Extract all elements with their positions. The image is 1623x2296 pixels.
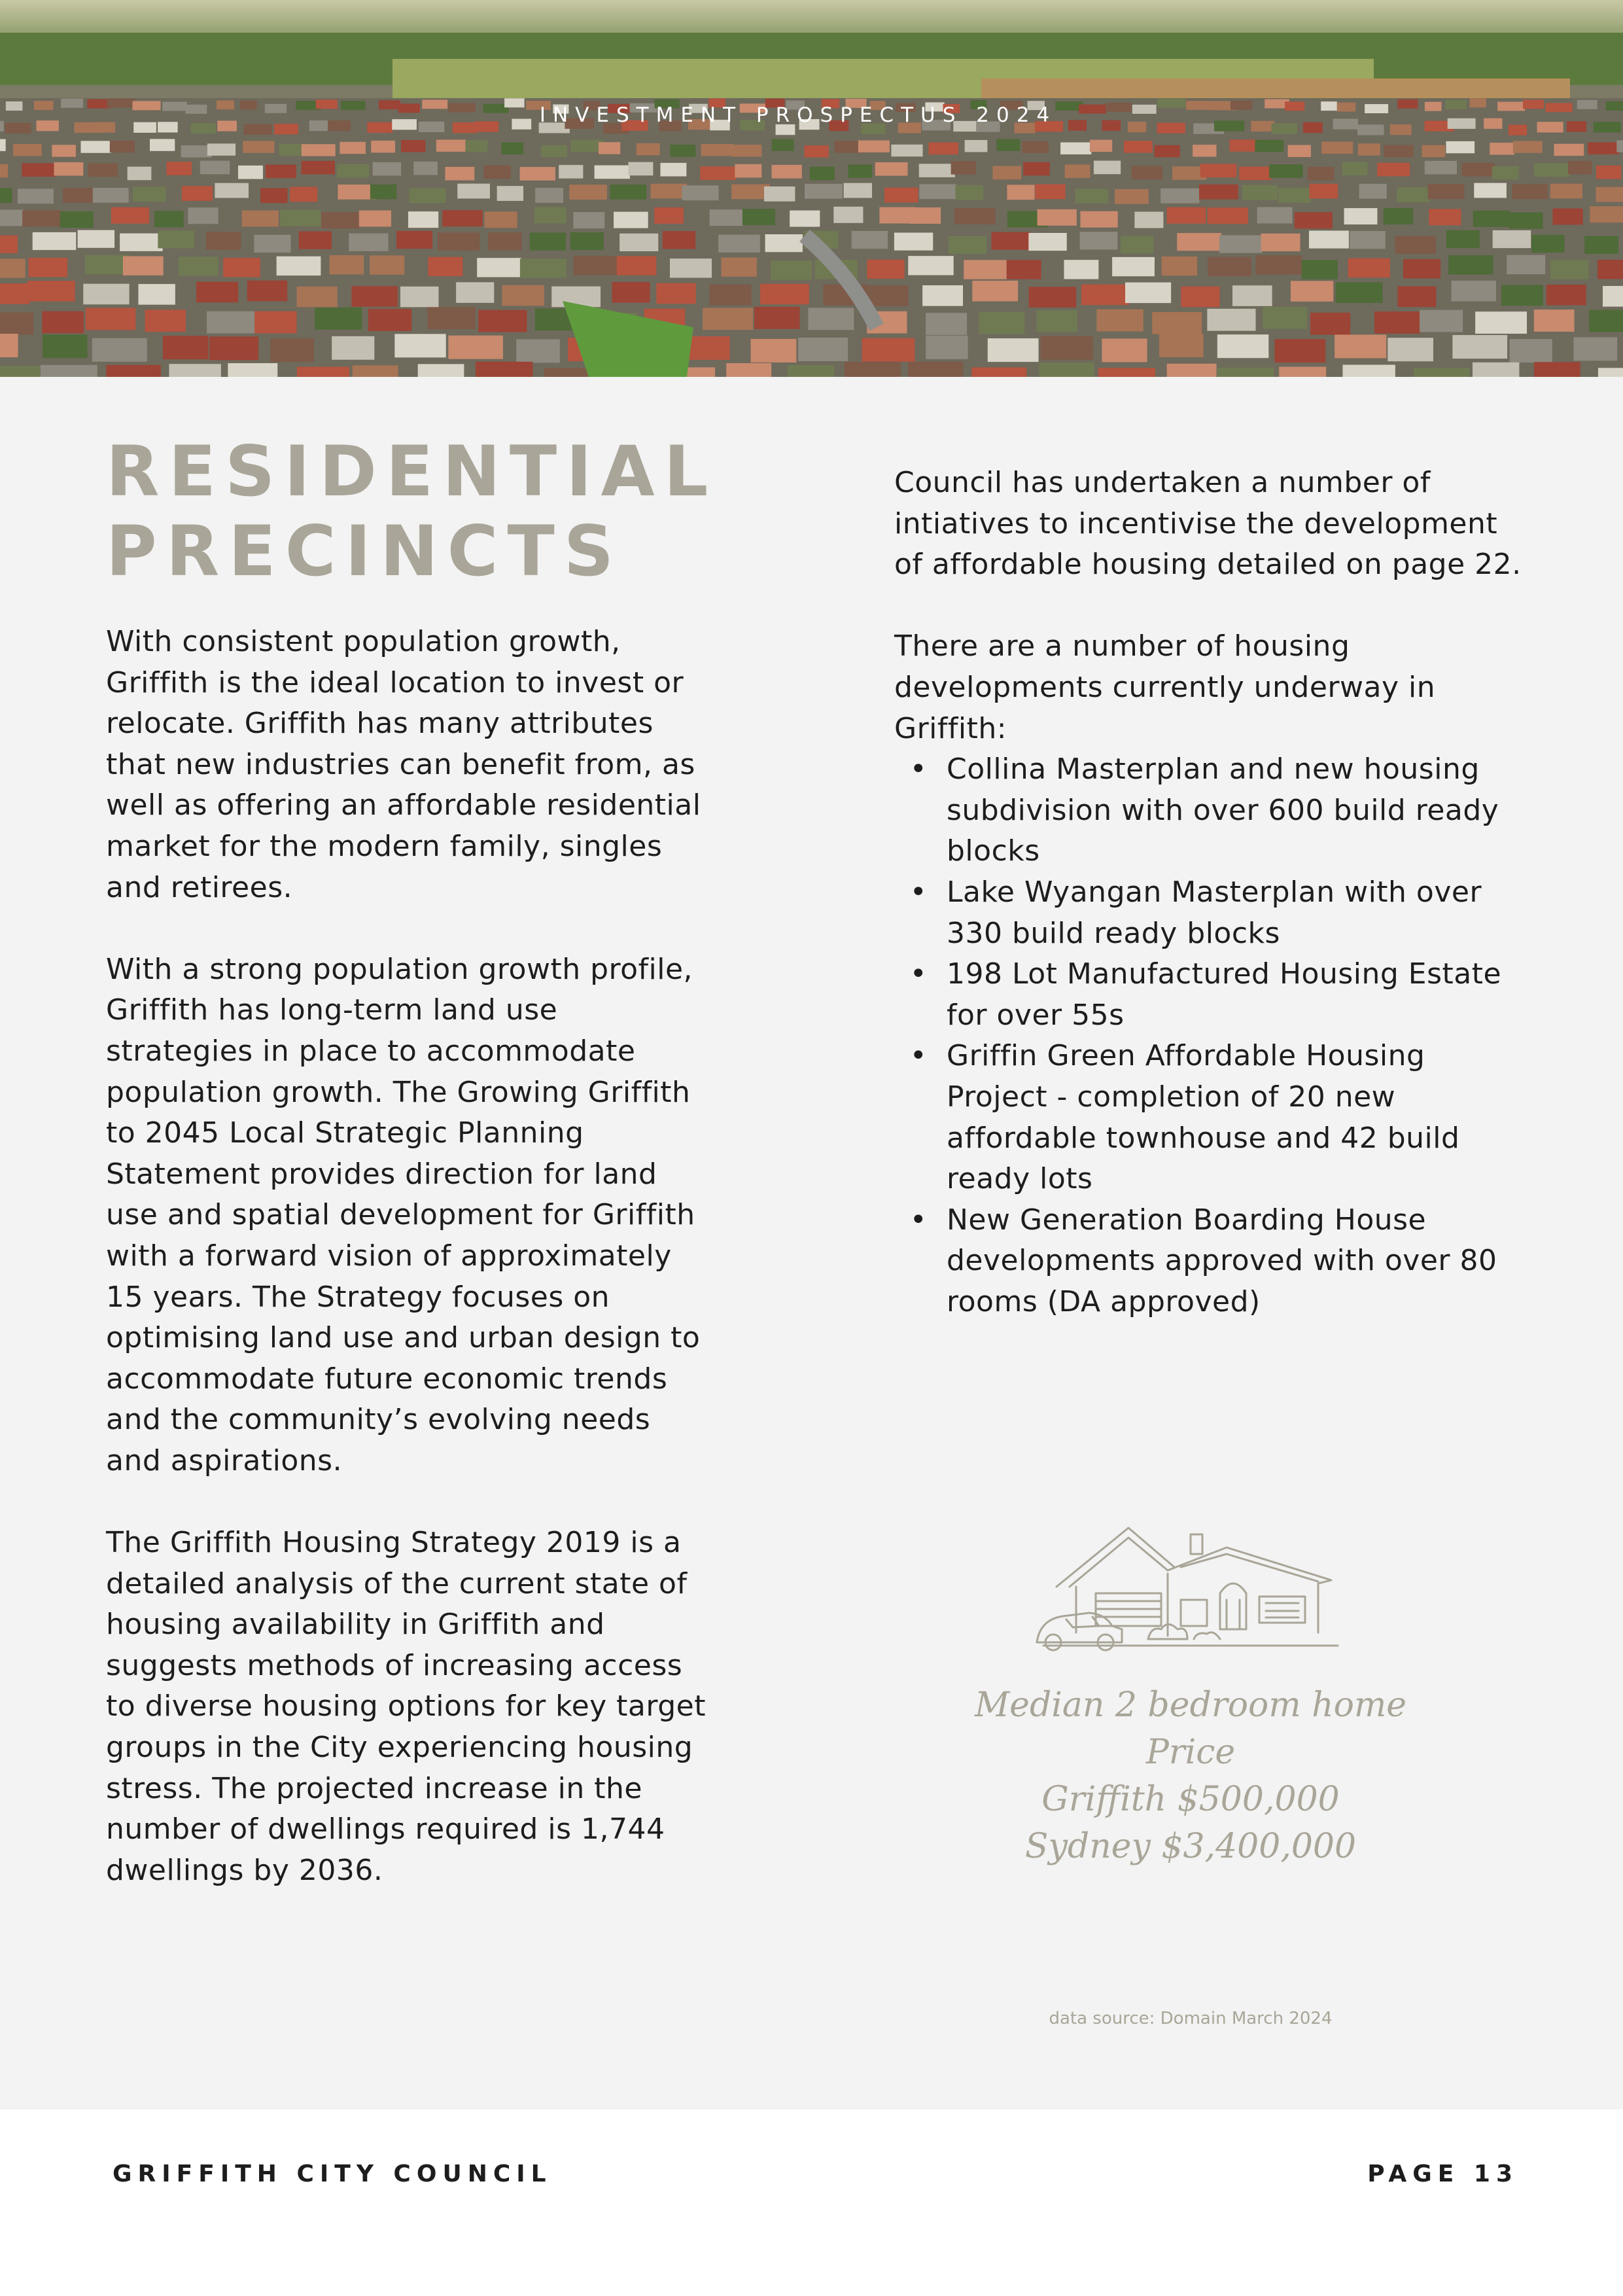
heading-line-2: PRECINCTS	[106, 511, 623, 592]
data-source-note: data source: Domain March 2024	[1049, 2009, 1333, 2028]
footer-organisation: GRIFFITH CITY COUNCIL	[113, 2161, 552, 2187]
heading-line-1: RESIDENTIAL	[106, 431, 718, 512]
paragraph-housing-strategy: The Griffith Housing Strategy 2019 is a detailed analysis of the current state of housing availability in Griffith and suggests methods of increasing access to diverse housing options for key target groups in the City experiencing housing stress. The projected increase in the number of dwellings required is 1,744 dwellings by 2036.	[106, 1526, 706, 1887]
bullet-icon: •	[909, 1039, 928, 1073]
aerial-suburb-photo	[0, 0, 1623, 377]
list-item: • New Generation Boarding House developments approved with over 80 rooms (DA approved)	[947, 1200, 1522, 1323]
median-title: Median 2 bedroom home	[974, 1686, 1407, 1725]
paragraph-developments-intro: There are a number of housing developments currently underway in Griffith:	[894, 629, 1436, 745]
left-column	[106, 622, 708, 1932]
developments-list	[894, 749, 1522, 1322]
list-item: • Griffin Green Affordable Housing Project - completion of 20 new affordable townhouse and 42 build ready lots	[947, 1036, 1522, 1199]
median-griffith-price: Griffith $500,000	[1041, 1780, 1340, 1819]
list-item: • 198 Lot Manufactured Housing Estate for over 55s	[947, 954, 1522, 1036]
list-item: • Collina Masterplan and new housing subdivision with over 600 build ready blocks	[947, 749, 1522, 872]
paragraph-initiatives: Council has undertaken a number of intiatives to incentivise the development of affordable housing detailed on page 22.	[894, 466, 1522, 582]
bullet-icon: •	[909, 752, 928, 786]
bullet-icon: •	[909, 875, 928, 909]
paragraph-land-use: With a strong population growth profile, Griffith has long-term land use strategies in place to accommodate population growth. The Growing Griffith to 2045 Local Strategic Planning Statement provides direction for land use and spatial development for Griffith with a forward vision of approximately 15 years. The Strategy focuses on optimising land use and urban design to accommodate future economic trends and the community’s evolving needs and aspirations.	[106, 952, 701, 1477]
median-subtitle: Price	[1145, 1733, 1236, 1772]
footer-page-number: PAGE 13	[1367, 2161, 1518, 2187]
banner-title: INVESTMENT PROSPECTUS 2024	[539, 103, 1057, 127]
bullet-icon: •	[909, 957, 928, 991]
paragraph-intro: With consistent population growth, Griffith is the ideal location to invest or relocate. Griffith has many attributes that new industries can benefit from, as well as offering an affordable residential market for the modern family, singles and retirees.	[106, 625, 701, 904]
bullet-icon: •	[909, 1203, 928, 1237]
list-item: • Lake Wyangan Masterplan with over 330 build ready blocks	[947, 872, 1522, 954]
median-sydney-price: Sydney $3,400,000	[1024, 1827, 1357, 1866]
hero-banner	[0, 0, 1623, 377]
median-price-callout	[903, 1682, 1478, 1870]
right-column	[894, 463, 1522, 1322]
house-sketch-icon	[1030, 1521, 1344, 1655]
page-heading	[106, 432, 760, 592]
